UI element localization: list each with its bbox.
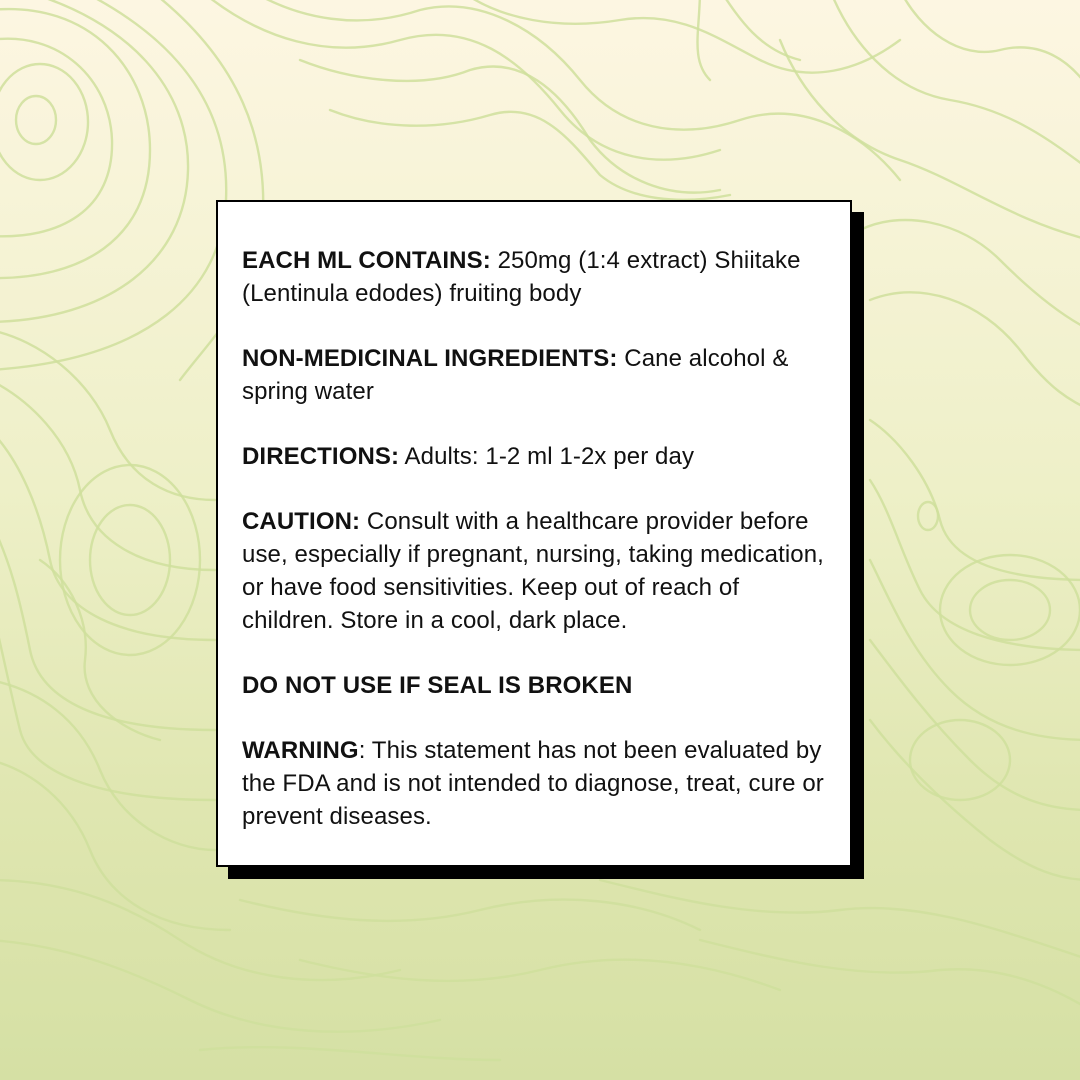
directions-heading: DIRECTIONS: (242, 443, 400, 470)
warning (242, 734, 826, 833)
caution-text: Consult with a healthcare provider before use, especially if pregnant, nursing, taking medication, or have food sensitivities. Keep out of reach of children. Store in a cool, dark place. (242, 508, 824, 634)
each-ml-heading: EACH ML CONTAINS: (242, 247, 491, 274)
non-medicinal-text: Cane alcohol & spring water (242, 345, 789, 405)
seal-notice (242, 669, 826, 702)
each-ml-contains (242, 244, 826, 310)
directions (242, 440, 826, 473)
warning-heading: WARNING (242, 737, 359, 764)
caution-heading: CAUTION: (242, 508, 361, 535)
directions-text: Adults: 1-2 ml 1-2x per day (399, 443, 695, 470)
supplement-label-card (216, 200, 852, 867)
non-medicinal-ingredients (242, 342, 826, 408)
seal-heading: DO NOT USE IF SEAL IS BROKEN (242, 672, 633, 699)
caution (242, 505, 826, 637)
non-medicinal-heading: NON-MEDICINAL INGREDIENTS: (242, 345, 618, 372)
each-ml-text: 250mg (1:4 extract) Shiitake (Lentinula edodes) fruiting body (242, 247, 801, 307)
warning-text: : This statement has not been evaluated by the FDA and is not intended to diagnose, treat, cure or prevent diseases. (242, 737, 824, 830)
